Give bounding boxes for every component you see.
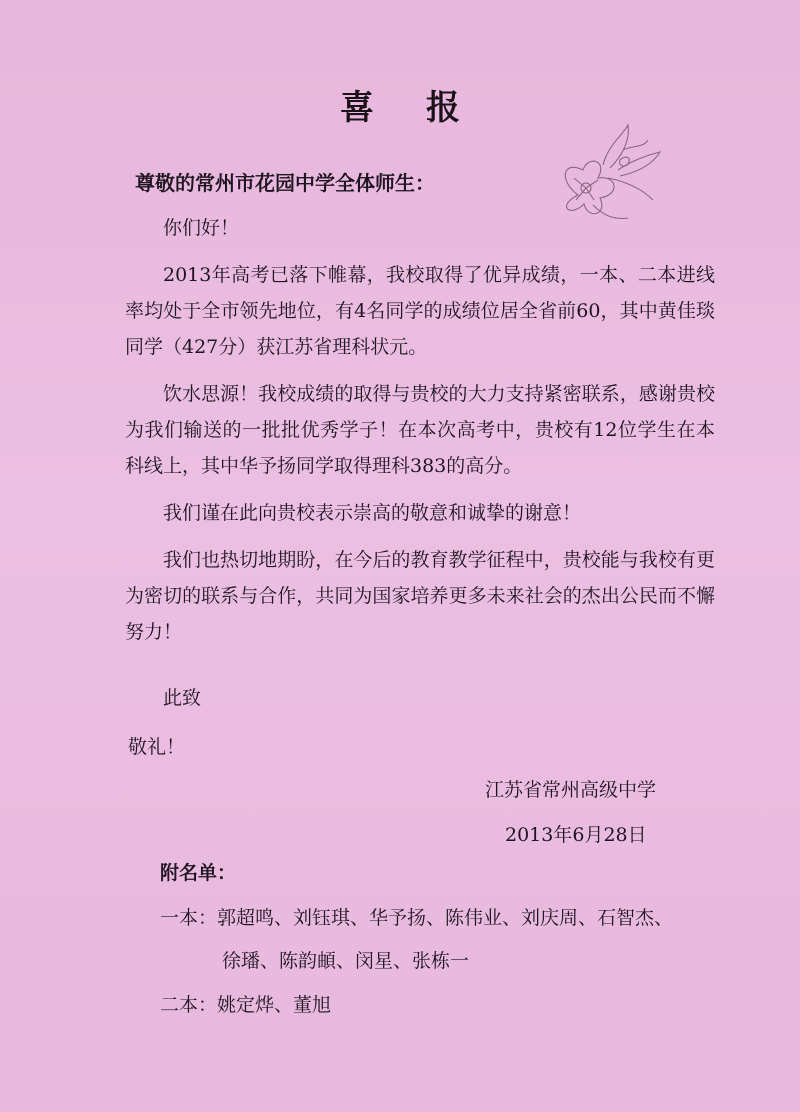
school-signature: 江苏省常州高级中学: [485, 779, 657, 801]
greeting: 你们好！: [163, 217, 240, 239]
paragraph-hope: 我们也热切地期盼，在今后的教育教学征程中，贵校能与我校有更为密切的联系与合作，共同为国家培养更多未来社会的杰出公民而不懈努力！: [125, 549, 715, 643]
letter-salutation: 尊敬的常州市花园中学全体师生：: [135, 171, 435, 195]
paragraph-thanks: 饮水思源！我校成绩的取得与贵校的大力支持紧密联系，感谢贵校为我们输送的一批批优秀学子！在本次高考中，贵校有12位学生在本科线上，其中华予扬同学取得理科383的高分。: [125, 383, 715, 477]
paragraph-results: 2013年高考已落下帷幕，我校取得了优异成绩，一本、二本进线率均处于全市领先地位，有4名同学的成绩位居全省前60，其中黄佳琰同学（427分）获江苏省理科状元。: [125, 264, 715, 358]
letter-closing: 此致: [163, 687, 202, 709]
tier1-names-line1: 一本：郭超鸣、刘钰琪、华予扬、陈伟业、刘庆周、石智杰、: [160, 907, 674, 929]
tier1-names-line2: 徐璠、陈韵頔、闵星、张栋一: [222, 950, 470, 972]
letter-regards: 敬礼！: [128, 736, 186, 758]
letter-date: 2013年6月28日: [505, 824, 647, 846]
paragraph-respect: 我们谨在此向贵校表示崇高的敬意和诚挚的谢意！: [163, 502, 582, 524]
tier2-names: 二本：姚定烨、董旭: [160, 994, 332, 1016]
letter-body: [125, 210, 715, 661]
attachment-title: 附名单：: [160, 862, 237, 884]
letter-title: 喜报: [340, 88, 512, 128]
